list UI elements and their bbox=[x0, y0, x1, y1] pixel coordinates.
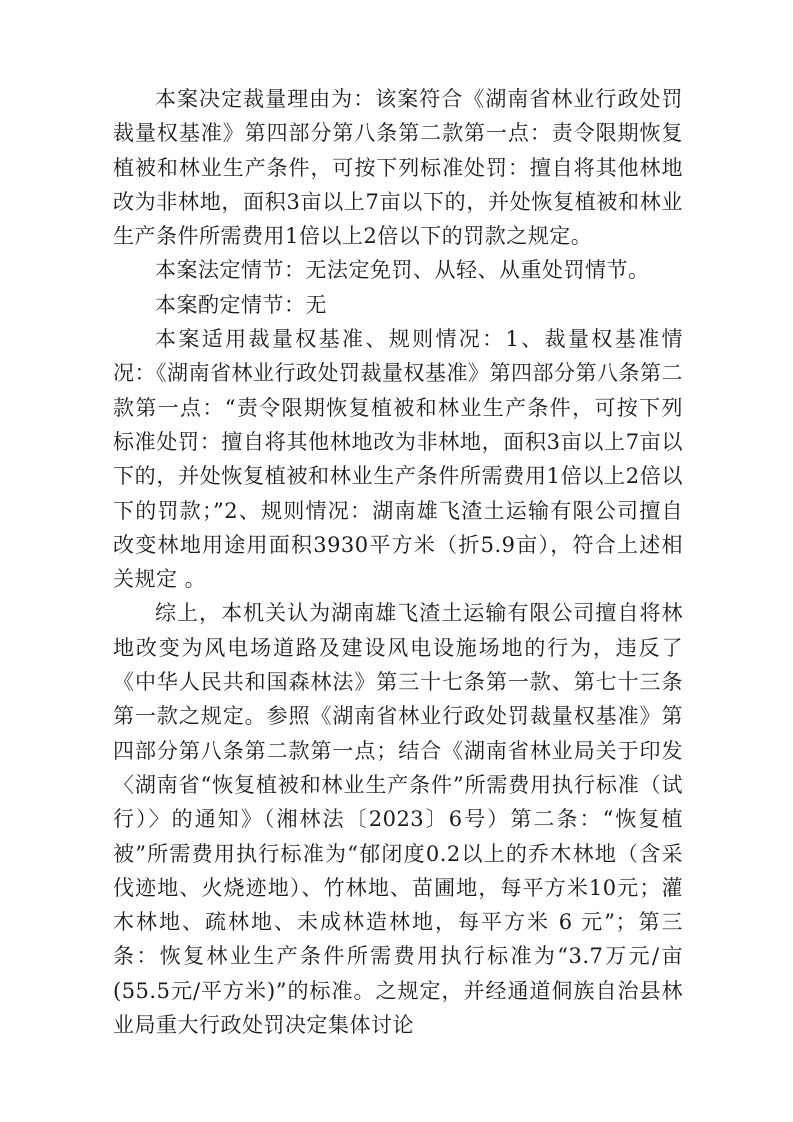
paragraph-discretion-reason: 本案决定裁量理由为：该案符合《湖南省林业行政处罚裁量权基准》第四部分第八条第二款第一点：责令限期恢复植被和林业生产条件，可按下列标准处罚：擅自将其他林地改为非林地，面积3亩以上7亩以下的，并处恢复植被和林业生产条件所需费用1倍以上2倍以下的罚款之规定。 bbox=[113, 87, 683, 249]
paragraph-statutory-circumstances: 本案法定情节：无法定免罚、从轻、从重处罚情节。 bbox=[155, 258, 650, 283]
document-body bbox=[113, 82, 683, 1042]
paragraph-conclusion: 综上，本机关认为湖南雄飞渣土运输有限公司擅自将林地改变为风电场道路及建设风电设施场地的行为，违反了《中华人民共和国森林法》第三十七条第一款、第七十三条第一款之规定。参照《湖南省林业行政处罚裁量权基准》第四部分第八条第二款第一点；结合《湖南省林业局关于印发〈湖南省“恢复植被和林业生产条件”所需费用执行标准（试行）〉的通知》（湘林法〔2023〕6号）第二条：“恢复植被”所需费用执行标准为“郁闭度0.2以上的乔木林地（含采伐迹地、火烧迹地）、竹林地、苗圃地，每平方米10元；灌木林地、疏林地、未成林造林地，每平方米 6 元”；第三条：恢复林业生产条件所需费用执行标准为“3.7万元/亩(55.5元/平方米)”的标准。之规定，并经通道侗族自治县林业局重大行政处罚决定集体讨论 bbox=[113, 601, 683, 1038]
paragraph-discretionary-circumstances: 本案酌定情节：无 bbox=[155, 292, 327, 317]
paragraph-applicable-standards: 本案适用裁量权基准、规则情况：1、裁量权基准情况：《湖南省林业行政处罚裁量权基准》第四部分第八条第二款第一点：“责令限期恢复植被和林业生产条件，可按下列标准处罚：擅自将其他林地改为非林地，面积3亩以上7亩以下的，并处恢复植被和林业生产条件所需费用1倍以上2倍以下的罚款；”2、规则情况：湖南雄飞渣土运输有限公司擅自改变林地用途用面积3930平方米（折5.9亩），符合上述相关规定 。 bbox=[113, 327, 683, 592]
